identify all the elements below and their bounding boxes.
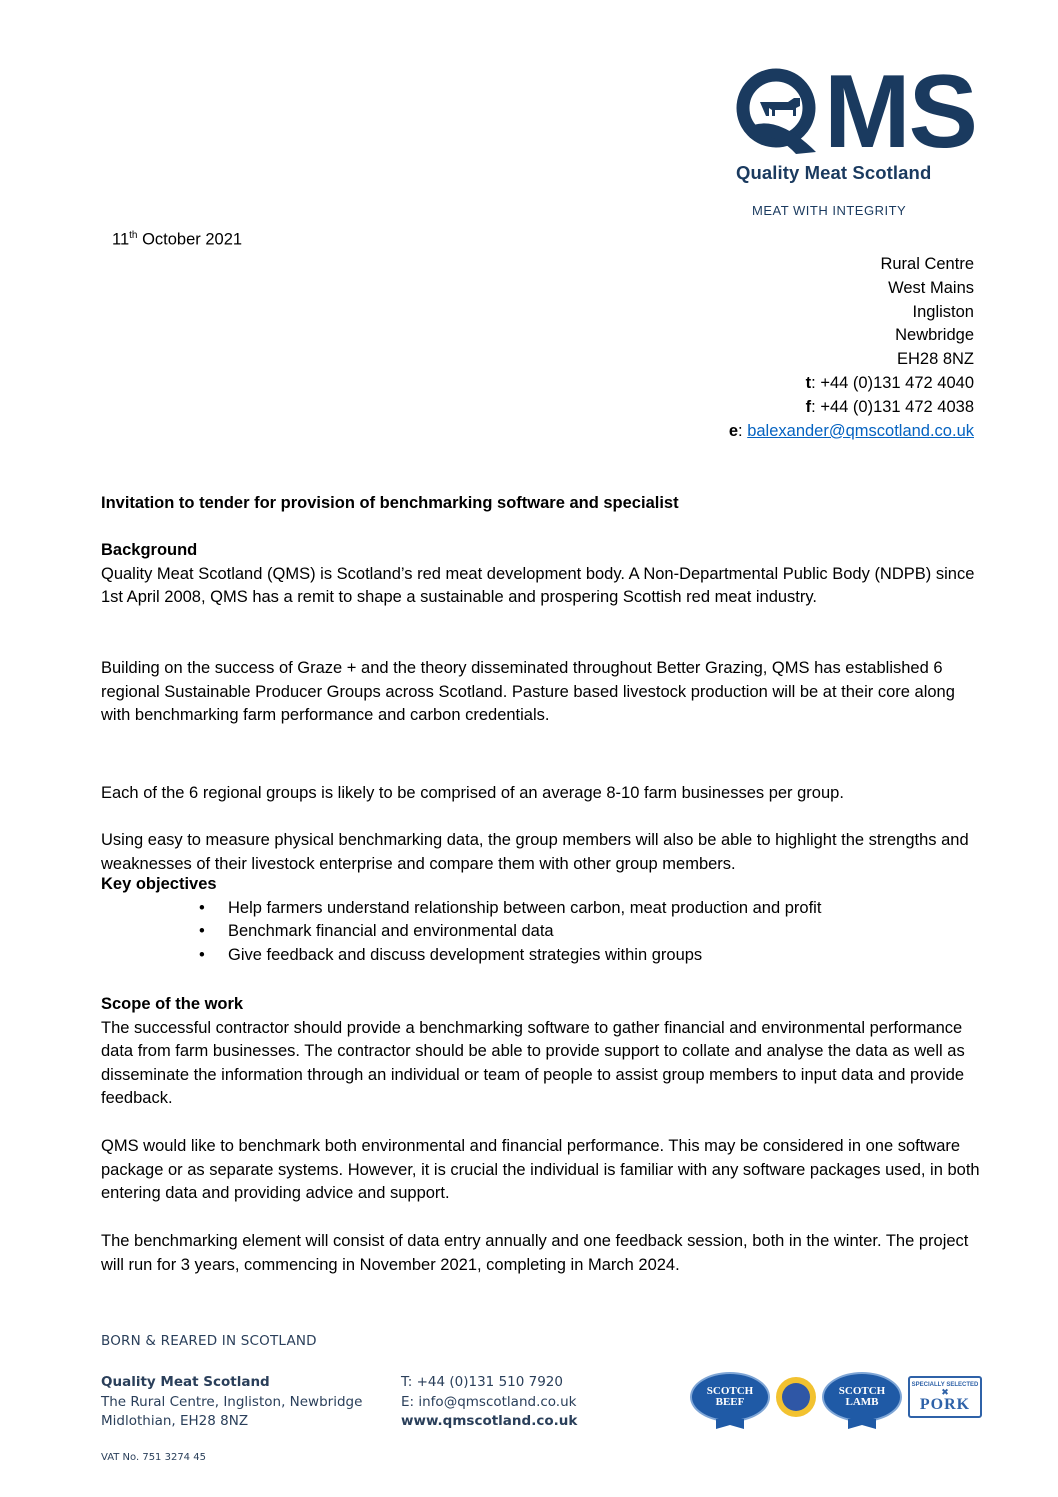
address-line: EH28 8NZ — [896, 350, 974, 369]
logo-tagline: MEAT WITH INTEGRITY — [752, 203, 907, 218]
pgi-seal-icon — [776, 1377, 816, 1417]
saltire-icon: ✖ — [941, 1386, 949, 1397]
paragraph-building: Building on the success of Graze + and the theory disseminated throughout Better Grazing, QMS has established 6 regional Sustainable Producer Groups across Scotland. Pasture based livestock production will be at their core along with benchmarking farm performance and carbon credentials. — [101, 659, 955, 725]
phone-line: t: +44 (0)131 472 4040 — [805, 373, 974, 392]
section-heading: Background — [101, 541, 198, 559]
footer-address-line: The Rural Centre, Ingliston, Newbridge — [101, 1393, 363, 1410]
address-line: Newbridge — [895, 326, 974, 345]
address-line: Rural Centre — [880, 255, 974, 273]
footer-email: E: info@qmscotland.co.uk — [401, 1393, 577, 1410]
cattle-q-icon — [736, 68, 822, 154]
scotch-lamb-badge: SCOTCH LAMB — [822, 1372, 902, 1422]
logo-name: Quality Meat Scotland — [736, 162, 932, 183]
scotch-beef-badge: SCOTCH BEEF — [690, 1372, 770, 1422]
qms-logo — [736, 54, 976, 184]
logo-ms-text: MS — [824, 54, 976, 170]
objectives-list — [101, 897, 981, 968]
section-heading: Scope of the work — [101, 995, 244, 1013]
logo-mark — [736, 54, 976, 170]
email-line: e: balexander@qmscotland.co.uk — [728, 421, 974, 440]
sender-address — [729, 253, 974, 443]
footer-tagline: BORN & REARED IN SCOTLAND — [101, 1333, 317, 1349]
paragraph: Quality Meat Scotland (QMS) is Scotland’s red meat development body. A Non-Departmental Public Body (NDPB) since 1st April 2008, QMS has a remit to shape a sustainable and prospering Scottish red meat industry. — [101, 564, 975, 607]
date-day: 11 — [112, 230, 130, 249]
fax-line: f: +44 (0)131 472 4038 — [805, 397, 974, 416]
paragraph-using-data: Using easy to measure physical benchmarking data, the group members will also be able to highlight the strengths and weaknesses of their livestock enterprise and compare them with other group members. — [101, 831, 969, 873]
date-month-year: October 2021 — [137, 230, 243, 249]
document-title: Invitation to tender for provision of benchmarking software and specialist — [101, 494, 679, 512]
footer-org-name: Quality Meat Scotland — [101, 1374, 270, 1390]
address-line: Ingliston — [912, 302, 974, 321]
section-key-objectives — [101, 873, 981, 967]
specially-selected-pork-badge: SPECIALLY SELECTED ✖ PORK — [908, 1376, 982, 1418]
certification-badges — [690, 1372, 982, 1422]
section-background — [101, 539, 981, 610]
letter-date — [112, 230, 242, 250]
address-line: West Mains — [888, 278, 974, 297]
paragraph: The successful contractor should provide a benchmarking software to gather financial and environmental performance data from farm businesses. The contractor should be able to provide support to collate and analyse the data as well as disseminate the information through an individual or team of people to assist group members to input data and provide feedback. — [101, 1018, 965, 1108]
list-item: • Benchmark financial and environmental data — [228, 920, 981, 944]
email-link[interactable]: balexander@qmscotland.co.uk — [747, 421, 974, 440]
footer-website: www.qmscotland.co.uk — [401, 1413, 578, 1429]
list-item: • Give feedback and discuss development strategies within groups — [228, 944, 981, 968]
date-suffix: th — [129, 230, 138, 241]
footer-phone: T: +44 (0)131 510 7920 — [401, 1374, 563, 1390]
footer-contact — [401, 1373, 577, 1432]
section-heading: Key objectives — [101, 875, 217, 893]
letterhead-footer — [101, 1333, 578, 1463]
list-item: • Help farmers understand relationship between carbon, meat production and profit — [228, 897, 981, 921]
section-scope — [101, 993, 981, 1111]
paragraph-each-group: Each of the 6 regional groups is likely to be comprised of an average 8-10 farm businesses per group. — [101, 784, 844, 802]
footer-vat: VAT No. 751 3274 45 — [101, 1452, 206, 1463]
paragraph-benchmarking-element: The benchmarking element will consist of data entry annually and one feedback session, both in the winter. The project will run for 3 years, commencing in November 2021, completing in March 2024. — [101, 1232, 969, 1274]
footer-address-line: Midlothian, EH28 8NZ — [101, 1413, 249, 1429]
paragraph-qms-benchmark: QMS would like to benchmark both environmental and financial performance. This may be considered in one software package or as separate systems. However, it is crucial the individual is familiar with any software packages used, in both entering data and providing advice and support. — [101, 1137, 980, 1203]
footer-address — [101, 1373, 362, 1432]
